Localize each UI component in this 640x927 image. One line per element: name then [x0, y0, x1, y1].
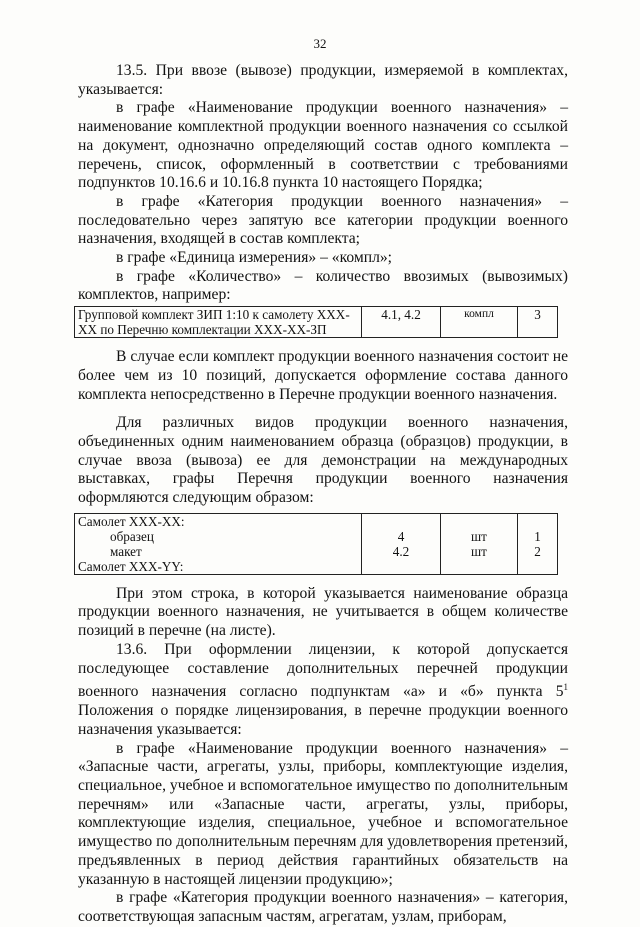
paragraph-quantity-column: в графе «Количество» – количество ввозимых (вывозимых) комплектов, например: — [78, 267, 568, 304]
table-row-header: Самолет XXX-XX: — [78, 513, 185, 529]
table-item-sample: образец — [110, 528, 154, 544]
table-row-header: Самолет XXX-YY: — [78, 558, 184, 574]
table-value-unit-2: шт — [471, 543, 487, 559]
paragraph-category-column: в графе «Категория продукции военного назначения» – последовательно через запятую все категории продукции военного назначения, входящей в состав комплекта; — [78, 192, 568, 248]
page-number: 32 — [313, 36, 327, 51]
paragraph-name-column: в графе «Наименование продукции военного назначения» – наименование комплектной продукции военного назначения со ссылкой на документ, однозначно определяющий состав одного комплекта – перечень, список, оформленный в соответствии с требованиями подпунктов 10.16.6 и 10.16.8 пункта 10 настоящего Порядка; — [78, 99, 568, 192]
paragraph-13-6: 13.6. При оформлении лицензии, к которой допускается последующее составление дополнительных перечней продукции военного назначения согласно подпунктам «а» и «б» пункта $5^1$ Положения о порядке лицензирования, в перечне продукции военного назначения указывается: — [78, 640, 568, 738]
table-value-qty-2: 2 — [534, 543, 541, 559]
document-body — [78, 62, 568, 927]
example-table-exhibition — [74, 513, 558, 575]
paragraph-13-5: 13.5. При ввозе (вывозе) продукции, измеряемой в комплектах, указывается: — [78, 62, 568, 98]
table-row — [75, 307, 558, 338]
table-value-qty-1: 1 — [534, 528, 541, 544]
table-cell-quantity — [518, 513, 558, 574]
paragraph-spare-parts-category: в графе «Категория продукции военного назначения» – категория, соответствующая запасным частям, агрегатам, узлам, приборам, — [78, 889, 568, 925]
table-value-unit-1: шт — [471, 528, 487, 544]
paragraph-exhibitions: Для различных видов продукции военного назначения, объединенных одним наименованием образца (образцов) продукции, в случае ввоза (вывоза) ее для демонстрации на международных выставках, графы Перечня продукции военного назначения оформляются следующим образом: — [78, 414, 568, 507]
paragraph-sample-row-note: При этом строка, в которой указывается наименование образца продукции военного назначения, не учитывается в общем количестве позиций в перечне (на листе). — [78, 584, 568, 640]
table-value-cat-1: 4 — [397, 528, 405, 544]
paragraph-ten-positions: В случае если комплект продукции военного назначения состоит не более чем из 10 позиций, допускается оформление состава данного комплекта непосредственно в Перечне продукции военного назначения. — [78, 348, 568, 403]
footnote-superscript: 1 — [563, 682, 568, 693]
table-cell-quantity: 3 — [518, 307, 558, 338]
table-cell-name: Групповой комплект ЗИП 1:10 к самолету XXX-XX по Перечню комплектации XXX-XX-ЗП — [75, 307, 362, 338]
table-cell-unit: компл — [441, 307, 518, 338]
table-row — [75, 513, 558, 574]
table-cell-category: 4.1, 4.2 — [362, 307, 441, 338]
table-value-cat-2: 4.2 — [392, 543, 410, 559]
paragraph-unit-column: в графе «Единица измерения» – «компл»; — [116, 249, 393, 267]
paragraph-spare-parts-name: в графе «Наименование продукции военного назначения» – «Запасные части, агрегаты, узлы, приборы, комплектующие изделия, специальное, учебное и вспомогательное имущество по дополнительным перечням» или «Запасные части, агрегаты, узлы, приборы, комплектующие изделия, специальное, учебное и вспомогательное имущество по дополнительным перечням для удовлетворения претензий, предъявленных в период действия гарантийных обязательств на указанную в настоящей лицензии продукцию»; — [78, 739, 568, 888]
table-cell-unit — [441, 513, 518, 574]
example-table-kit — [74, 306, 558, 338]
table-item-mockup: макет — [110, 543, 142, 559]
table-cell-category — [362, 513, 441, 574]
table-cell-name — [75, 513, 362, 574]
